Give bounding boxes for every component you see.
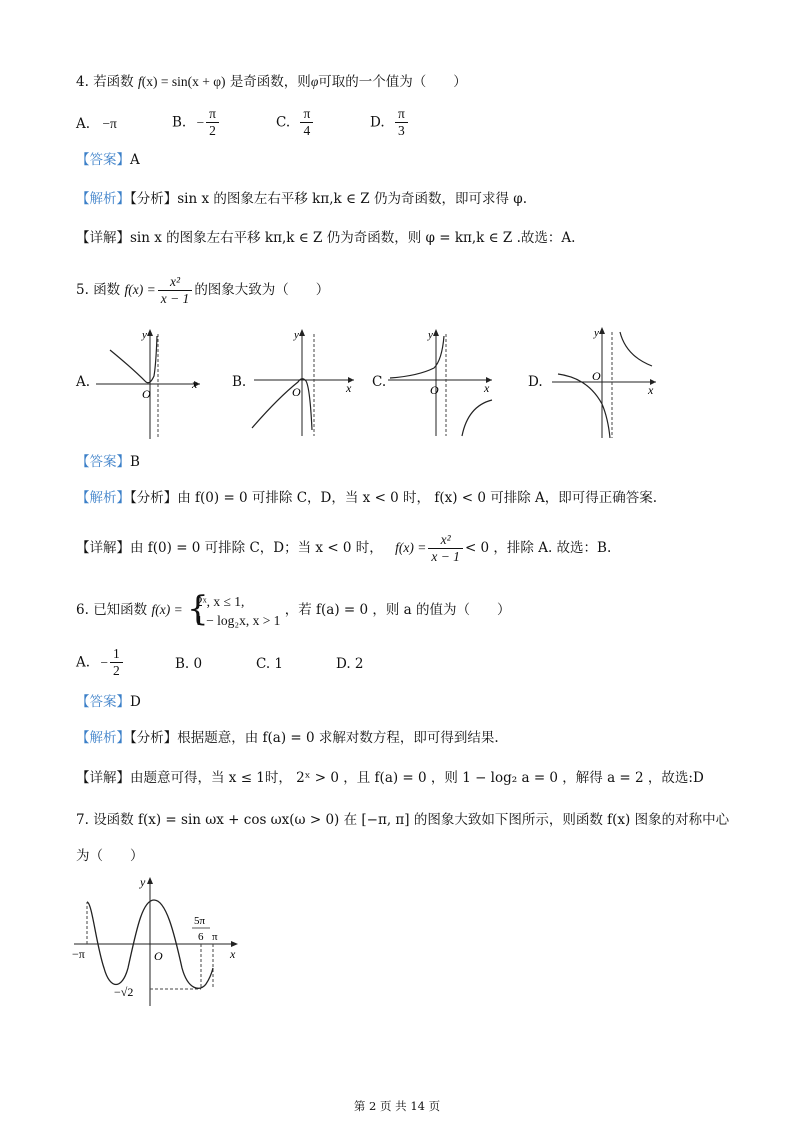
answer-tag: 【答案】 bbox=[76, 694, 130, 710]
detail-text-2: < 0 ，排除 A. 故选：B. bbox=[464, 540, 612, 556]
neg-sqrt2-label: −√2 bbox=[114, 985, 134, 999]
origin-label: O bbox=[292, 385, 301, 399]
origin-label: O bbox=[430, 383, 439, 397]
q6-option-a[interactable] bbox=[76, 646, 125, 679]
q6-option-d[interactable]: D. 2 bbox=[336, 656, 364, 672]
y-arrow-icon bbox=[299, 329, 305, 336]
detail-tag: 【详解】 bbox=[76, 770, 130, 786]
fraction-numerator: π bbox=[395, 106, 408, 123]
q5-graph-d[interactable] bbox=[552, 322, 662, 442]
origin-label: O bbox=[154, 949, 163, 963]
q4-stem-text-3: 可取的一个值为（ ） bbox=[318, 74, 467, 90]
x-label: x bbox=[192, 377, 198, 391]
q6-option-b[interactable]: B. 0 bbox=[175, 656, 203, 672]
q6-number: 6. bbox=[76, 602, 89, 618]
option-label: B. bbox=[172, 114, 187, 131]
fraction-denominator: 4 bbox=[303, 123, 311, 138]
option-label: C. bbox=[276, 114, 291, 131]
q5-analysis bbox=[76, 488, 657, 508]
y-label: y bbox=[594, 327, 599, 339]
option-label: A. bbox=[76, 654, 91, 671]
fraction-denominator: x − 1 bbox=[431, 549, 460, 564]
option-label: D. bbox=[370, 114, 385, 131]
q4-option-a[interactable] bbox=[76, 116, 117, 132]
answer-value: B bbox=[130, 454, 140, 470]
detail-text: 由题意可得，当 x ≤ 1时， 2ˣ > 0 ，且 f(a) = 0 ，则 1 − log₂ a = 0 ，解得 a = 2 ，故选:D bbox=[130, 770, 704, 786]
analysis-text: 【分析】根据题意，由 f(a) = 0 求解对数方程，即可得到结果. bbox=[130, 730, 499, 746]
answer-value: D bbox=[130, 694, 141, 710]
answer-value: A bbox=[130, 152, 140, 168]
y-arrow-icon bbox=[147, 877, 153, 884]
six-label: 6 bbox=[198, 931, 204, 943]
y-arrow-icon bbox=[147, 329, 153, 336]
q5-stem bbox=[76, 272, 329, 308]
q5-graph-a[interactable] bbox=[96, 324, 206, 442]
fraction-numerator: π bbox=[206, 106, 219, 123]
piecewise bbox=[187, 588, 281, 630]
q6-func-name: f(x) = bbox=[151, 602, 183, 617]
five-pi-label: 5π bbox=[194, 915, 206, 927]
pi-label: π bbox=[212, 931, 218, 943]
q5-graph-c[interactable] bbox=[388, 324, 500, 442]
analysis-tag: 【解析】 bbox=[76, 730, 130, 746]
x-label: x bbox=[346, 381, 352, 395]
piece-2: 1 − log₂x, x > 1 bbox=[196, 612, 281, 628]
q7-stem-text: 设函数 f(x) = sin ωx + cos ωx(ω > 0) 在 [−π, π] 的图象大致如下图所示，则函数 f(x) 图象的对称中心 bbox=[93, 812, 730, 828]
detail-text: 由 f(0) = 0 可排除 C，D；当 x < 0 时， bbox=[130, 540, 383, 556]
fraction-denominator: 2 bbox=[209, 123, 216, 138]
q7-graph bbox=[70, 872, 250, 1012]
y-label: y bbox=[294, 329, 299, 341]
q5-option-b-label[interactable]: B. bbox=[232, 374, 247, 390]
neg-pi-label: −π bbox=[72, 947, 85, 961]
x-label: x bbox=[484, 381, 490, 395]
option-sign: − bbox=[100, 654, 108, 670]
x-label: x bbox=[230, 947, 236, 961]
q4-func-expr: (x) = sin(x + φ) bbox=[141, 74, 226, 89]
fraction-numerator: 1 bbox=[110, 646, 123, 663]
q6-stem bbox=[76, 590, 511, 630]
q5-answer bbox=[76, 452, 140, 472]
fraction-numerator: π bbox=[300, 106, 313, 123]
q4-answer bbox=[76, 150, 140, 170]
q4-option-b[interactable] bbox=[172, 106, 221, 139]
detail-func: f(x) = bbox=[395, 540, 427, 555]
q5-option-d-label[interactable]: D. bbox=[528, 374, 543, 390]
q6-analysis bbox=[76, 728, 499, 748]
origin-label: O bbox=[142, 387, 151, 401]
q5-graph-b[interactable] bbox=[248, 324, 360, 442]
y-label: y bbox=[142, 329, 147, 341]
curve-right bbox=[620, 332, 652, 366]
q4-detail bbox=[76, 228, 575, 248]
answer-tag: 【答案】 bbox=[76, 152, 130, 168]
q5-stem-text: 函数 bbox=[93, 282, 121, 298]
q5-stem-text-2: 的图象大致为（ ） bbox=[194, 282, 330, 298]
detail-tag: 【详解】 bbox=[76, 540, 130, 556]
q4-analysis bbox=[76, 189, 527, 209]
origin-label: O bbox=[592, 369, 601, 383]
q6-option-c[interactable]: C. 1 bbox=[256, 656, 284, 672]
answer-tag: 【答案】 bbox=[76, 454, 130, 470]
fraction-denominator: 2 bbox=[112, 663, 120, 678]
curve bbox=[252, 379, 312, 430]
q6-stem-text: 已知函数 bbox=[93, 602, 148, 618]
option-sign: − bbox=[196, 114, 205, 130]
fraction-denominator: 3 bbox=[397, 123, 405, 138]
q5-func-name: f(x) = bbox=[124, 282, 156, 297]
curve-right bbox=[462, 400, 492, 436]
q4-stem bbox=[76, 72, 467, 92]
page-footer: 第 2 页 共 14 页 bbox=[353, 1099, 441, 1113]
q4-option-c[interactable] bbox=[276, 106, 315, 139]
detail-tag: 【详解】 bbox=[76, 230, 130, 246]
q4-number: 4. bbox=[76, 74, 89, 90]
fraction-numerator: x² bbox=[158, 274, 193, 291]
q7-stem-line-2: 为（ ） bbox=[76, 848, 144, 864]
q5-option-a-label[interactable]: A. bbox=[76, 374, 91, 390]
q5-detail bbox=[76, 530, 611, 566]
analysis-tag: 【解析】 bbox=[76, 191, 130, 207]
y-arrow-icon bbox=[433, 329, 439, 336]
q4-stem-text-2: 是奇函数，则 bbox=[229, 74, 311, 90]
y-arrow-icon bbox=[599, 327, 605, 334]
analysis-text: 【分析】由 f(0) = 0 可排除 C，D，当 x < 0 时， f(x) < 0 可排除 A，即可得正确答案. bbox=[130, 490, 658, 506]
detail-text: sin x 的图象左右平移 kπ,k ∈ Z 仍为奇函数，则 φ = kπ,k ∈ Z .故选：A. bbox=[130, 230, 576, 246]
option-value: −π bbox=[102, 116, 117, 131]
q6-answer bbox=[76, 692, 141, 712]
q5-option-c-label[interactable]: C. bbox=[372, 374, 387, 390]
option-label: A. bbox=[76, 116, 91, 132]
q7-number: 7. bbox=[76, 812, 89, 828]
fraction-numerator: x² bbox=[428, 532, 463, 549]
q4-phi: φ bbox=[310, 74, 319, 89]
brace-icon: { bbox=[187, 588, 209, 629]
q4-option-d[interactable] bbox=[370, 106, 410, 139]
y-label: y bbox=[428, 329, 433, 341]
q7-stem-line-1 bbox=[76, 810, 729, 830]
piece-1: 2ˣ, x ≤ 1, bbox=[196, 593, 245, 609]
q4-stem-text: 若函数 bbox=[93, 74, 134, 90]
q5-number: 5. bbox=[76, 282, 89, 298]
q6-stem-text-2: ，若 f(a) = 0 ，则 a 的值为（ ） bbox=[284, 602, 511, 618]
y-label: y bbox=[140, 875, 146, 889]
q6-detail bbox=[76, 768, 704, 788]
q4-func-name: f bbox=[137, 74, 142, 89]
analysis-text: 【分析】sin x 的图象左右平移 kπ,k ∈ Z 仍为奇函数，即可求得 φ. bbox=[130, 191, 527, 207]
analysis-tag: 【解析】 bbox=[76, 490, 130, 506]
x-label: x bbox=[648, 383, 654, 397]
fraction-denominator: x − 1 bbox=[160, 291, 190, 306]
